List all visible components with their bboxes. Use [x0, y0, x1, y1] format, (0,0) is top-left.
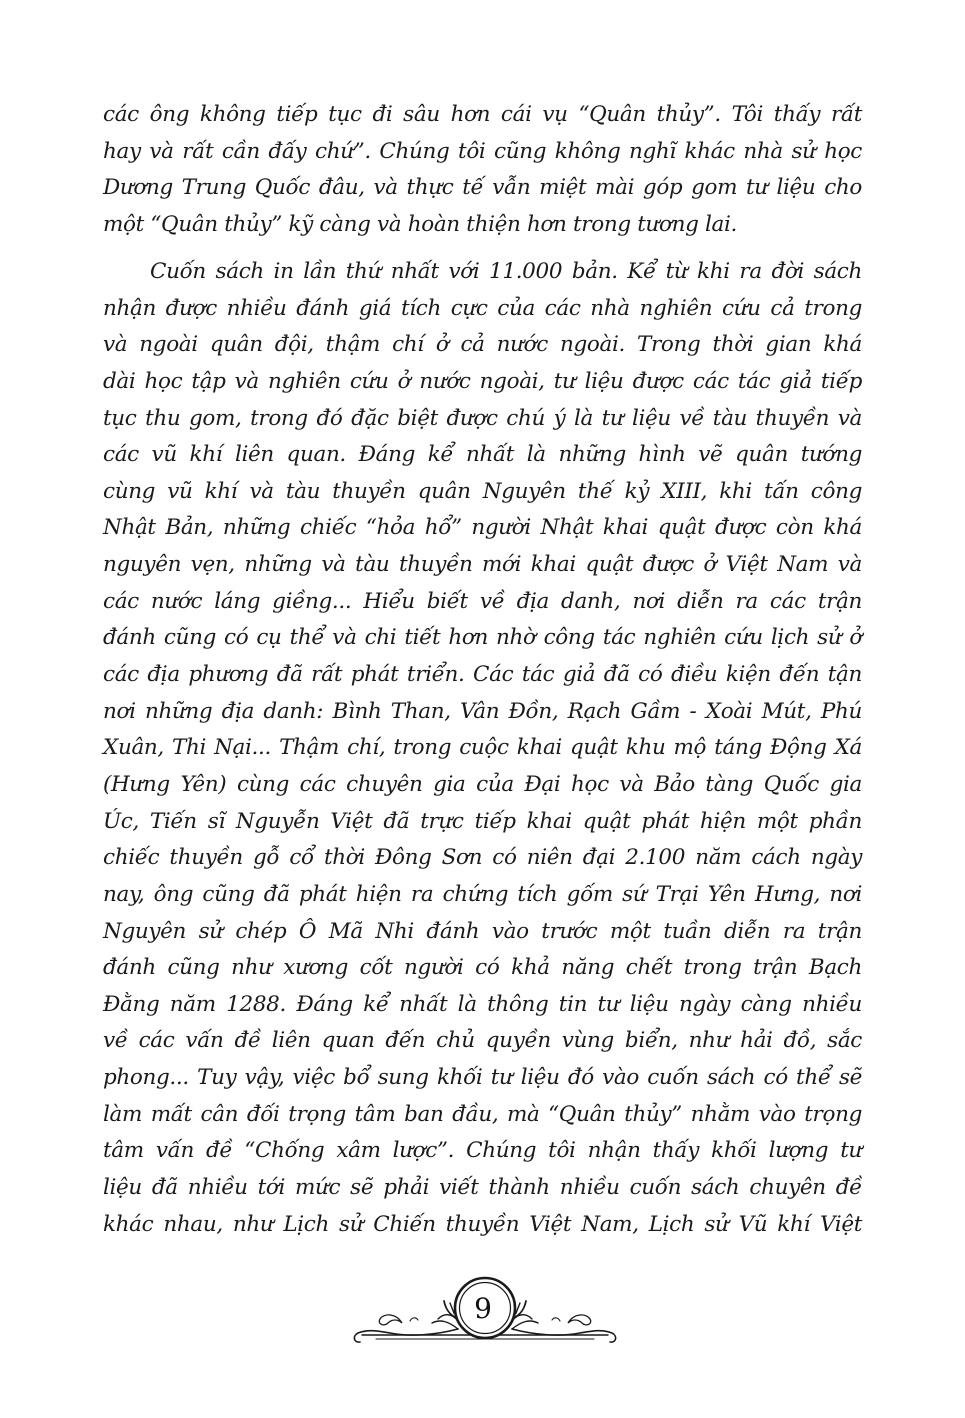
text-line: về các vấn đề liên quan đến chủ quyền vùng biển, như hải đồ, sắc [103, 1028, 862, 1054]
text-line: nguyên vẹn, những và tàu thuyền mới khai quật được ở Việt Nam và [103, 552, 862, 578]
text-line: tục thu gom, trong đó đặc biệt được chú ý là tư liệu về tàu thuyền và [103, 405, 862, 431]
text-line: Đằng năm 1288. Đáng kể nhất là thông tin tư liệu ngày càng nhiều [103, 991, 862, 1017]
text-line: nhận được nhiều đánh giá tích cực của các nhà nghiên cứu cả trong [103, 295, 862, 321]
text-line: nơi những địa danh: Bình Than, Vân Đồn, Rạch Gầm - Xoài Mút, Phú [103, 698, 862, 724]
text-line: Úc, Tiến sĩ Nguyễn Việt đã trực tiếp khai quật phát hiện một phần [103, 808, 862, 834]
text-line: Dương Trung Quốc đâu, và thực tế vẫn miệt mài góp gom tư liệu cho [103, 175, 862, 201]
text-line: đánh cũng như xương cốt người có khả năng chết trong trận Bạch [103, 955, 862, 981]
text-line: và ngoài quân đội, thậm chí ở cả nước ngoài. Trong thời gian khá [103, 332, 862, 358]
text-line: liệu đã nhiều tới mức sẽ phải viết thành nhiều cuốn sách chuyên đề [103, 1175, 862, 1201]
text-line: đánh cũng có cụ thể và chi tiết hơn nhờ công tác nghiên cứu lịch sử ở [103, 625, 862, 651]
text-line: nay, ông cũng đã phát hiện ra chứng tích gốm sứ Trại Yên Hưng, nơi [103, 881, 862, 907]
paragraph-continued [103, 97, 862, 244]
text-line: tâm vấn đề “Chống xâm lược”. Chúng tôi nhận thấy khối lượng tư [103, 1138, 862, 1164]
text-line: dài học tập và nghiên cứu ở nước ngoài, tư liệu được các tác giả tiếp [103, 368, 862, 394]
text-line: hay và rất cần đấy chứ”. Chúng tôi cũng không nghĩ khác nhà sử học [103, 138, 862, 164]
text-line: một “Quân thủy” kỹ càng và hoàn thiện hơn trong tương lai. [103, 211, 738, 237]
text-line: cùng vũ khí và tàu thuyền quân Nguyên thế kỷ XIII, khi tấn công [103, 478, 862, 504]
text-line: Nhật Bản, những chiếc “hỏa hổ” người Nhật khai quật được còn khá [103, 515, 862, 541]
text-line: phong... Tuy vậy, việc bổ sung khối tư liệu đó vào cuốn sách có thể sẽ [103, 1065, 862, 1091]
text-line: các vũ khí liên quan. Đáng kể nhất là những hình vẽ quân tướng [103, 442, 862, 468]
text-line: chiếc thuyền gỗ cổ thời Đông Sơn có niên đại 2.100 năm cách ngày [103, 845, 862, 871]
text-line: các nước láng giềng... Hiểu biết về địa danh, nơi diễn ra các trận [103, 588, 862, 614]
text-line: các ông không tiếp tục đi sâu hơn cái vụ “Quân thủy”. Tôi thấy rất [103, 102, 862, 127]
paragraph [103, 254, 862, 1243]
text-line: Cuốn sách in lần thứ nhất với 11.000 bản. Kể từ khi ra đời sách [150, 259, 862, 284]
text-line: các địa phương đã rất phát triển. Các tác giả đã có điều kiện đến tận [103, 662, 862, 688]
page-number: 9 [474, 1291, 492, 1325]
text-line: làm mất cân đối trọng tâm ban đầu, mà “Quân thủy” nhằm vào trọng [103, 1101, 862, 1127]
text-line: Xuân, Thi Nại... Thậm chí, trong cuộc khai quật khu mộ táng Động Xá [103, 735, 862, 761]
text-line: Nguyên sử chép Ô Mã Nhi đánh vào trước một tuần diễn ra trận [103, 918, 862, 944]
text-line: khác nhau, như Lịch sử Chiến thuyền Việt Nam, Lịch sử Vũ khí Việt [103, 1211, 862, 1237]
text-line: (Hưng Yên) cùng các chuyên gia của Đại học và Bảo tàng Quốc gia [103, 771, 862, 797]
